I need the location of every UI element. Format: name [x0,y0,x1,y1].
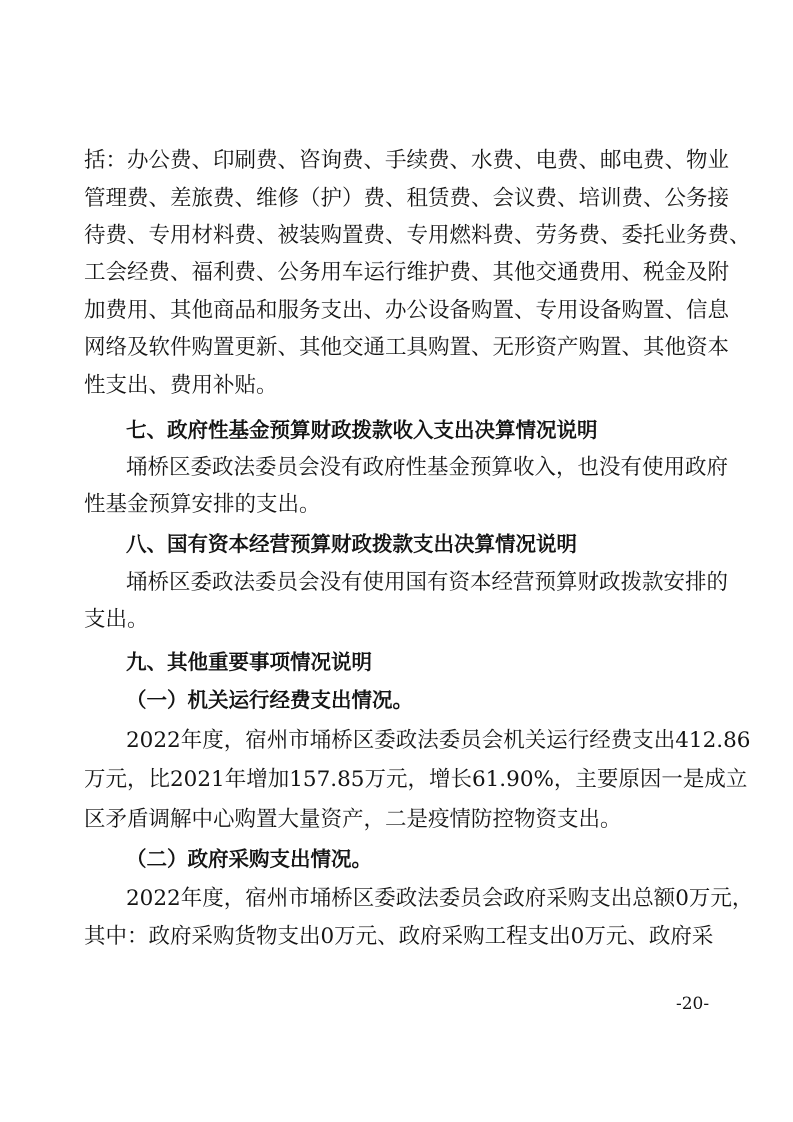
paragraph-line: 埇桥区委政法委员会没有政府性基金预算收入，也没有使用政府 [126,455,729,480]
page-number: -20- [676,994,710,1014]
paragraph-line: 网络及软件购置更新、其他交通工具购置、无形资产购置、其他资本 [84,335,730,360]
paragraph-line: 2022年度，宿州市埇桥区委政法委员会机关运行经费支出412.86 [126,728,751,753]
paragraph-line: 工会经费、福利费、公务用车运行维护费、其他交通费用、税金及附 [84,260,730,285]
section-8-heading: 八、国有资本经营预算财政拨款支出决算情况说明 [126,532,577,556]
subsection-2-heading: （二）政府采购支出情况。 [126,847,372,871]
paragraph-line: 加费用、其他商品和服务支出、办公设备购置、专用设备购置、信息 [84,298,730,323]
paragraph-line: 埇桥区委政法委员会没有使用国有资本经营预算财政拨款安排的 [126,570,729,595]
paragraph-line: 管理费、差旅费、维修（护）费、租赁费、会议费、培训费、公务接 [84,186,730,211]
paragraph-line: 其中：政府采购货物支出0万元、政府采购工程支出0万元、政府采 [84,924,714,949]
paragraph-line: 支出。 [84,607,149,632]
paragraph-line: 性支出、费用补贴。 [84,373,278,398]
section-9-heading: 九、其他重要事项情况说明 [126,650,372,674]
paragraph-line: 待费、专用材料费、被装购置费、专用燃料费、劳务费、委托业务费、 [84,223,751,248]
paragraph-line: 性基金预算安排的支出。 [84,492,321,517]
paragraph-line: 2022年度，宿州市埇桥区委政法委员会政府采购支出总额0万元， [126,886,754,911]
paragraph-line: 括：办公费、印刷费、咨询费、手续费、水费、电费、邮电费、物业 [84,148,730,173]
subsection-1-heading: （一）机关运行经费支出情况。 [126,688,413,712]
paragraph-line: 区矛盾调解中心购置大量资产，二是疫情防控物资支出。 [84,807,622,832]
section-7-heading: 七、政府性基金预算财政拨款收入支出决算情况说明 [126,418,598,442]
paragraph-line: 万元，比2021年增加157.85万元，增长61.90%，主要原因一是成立 [84,767,748,792]
